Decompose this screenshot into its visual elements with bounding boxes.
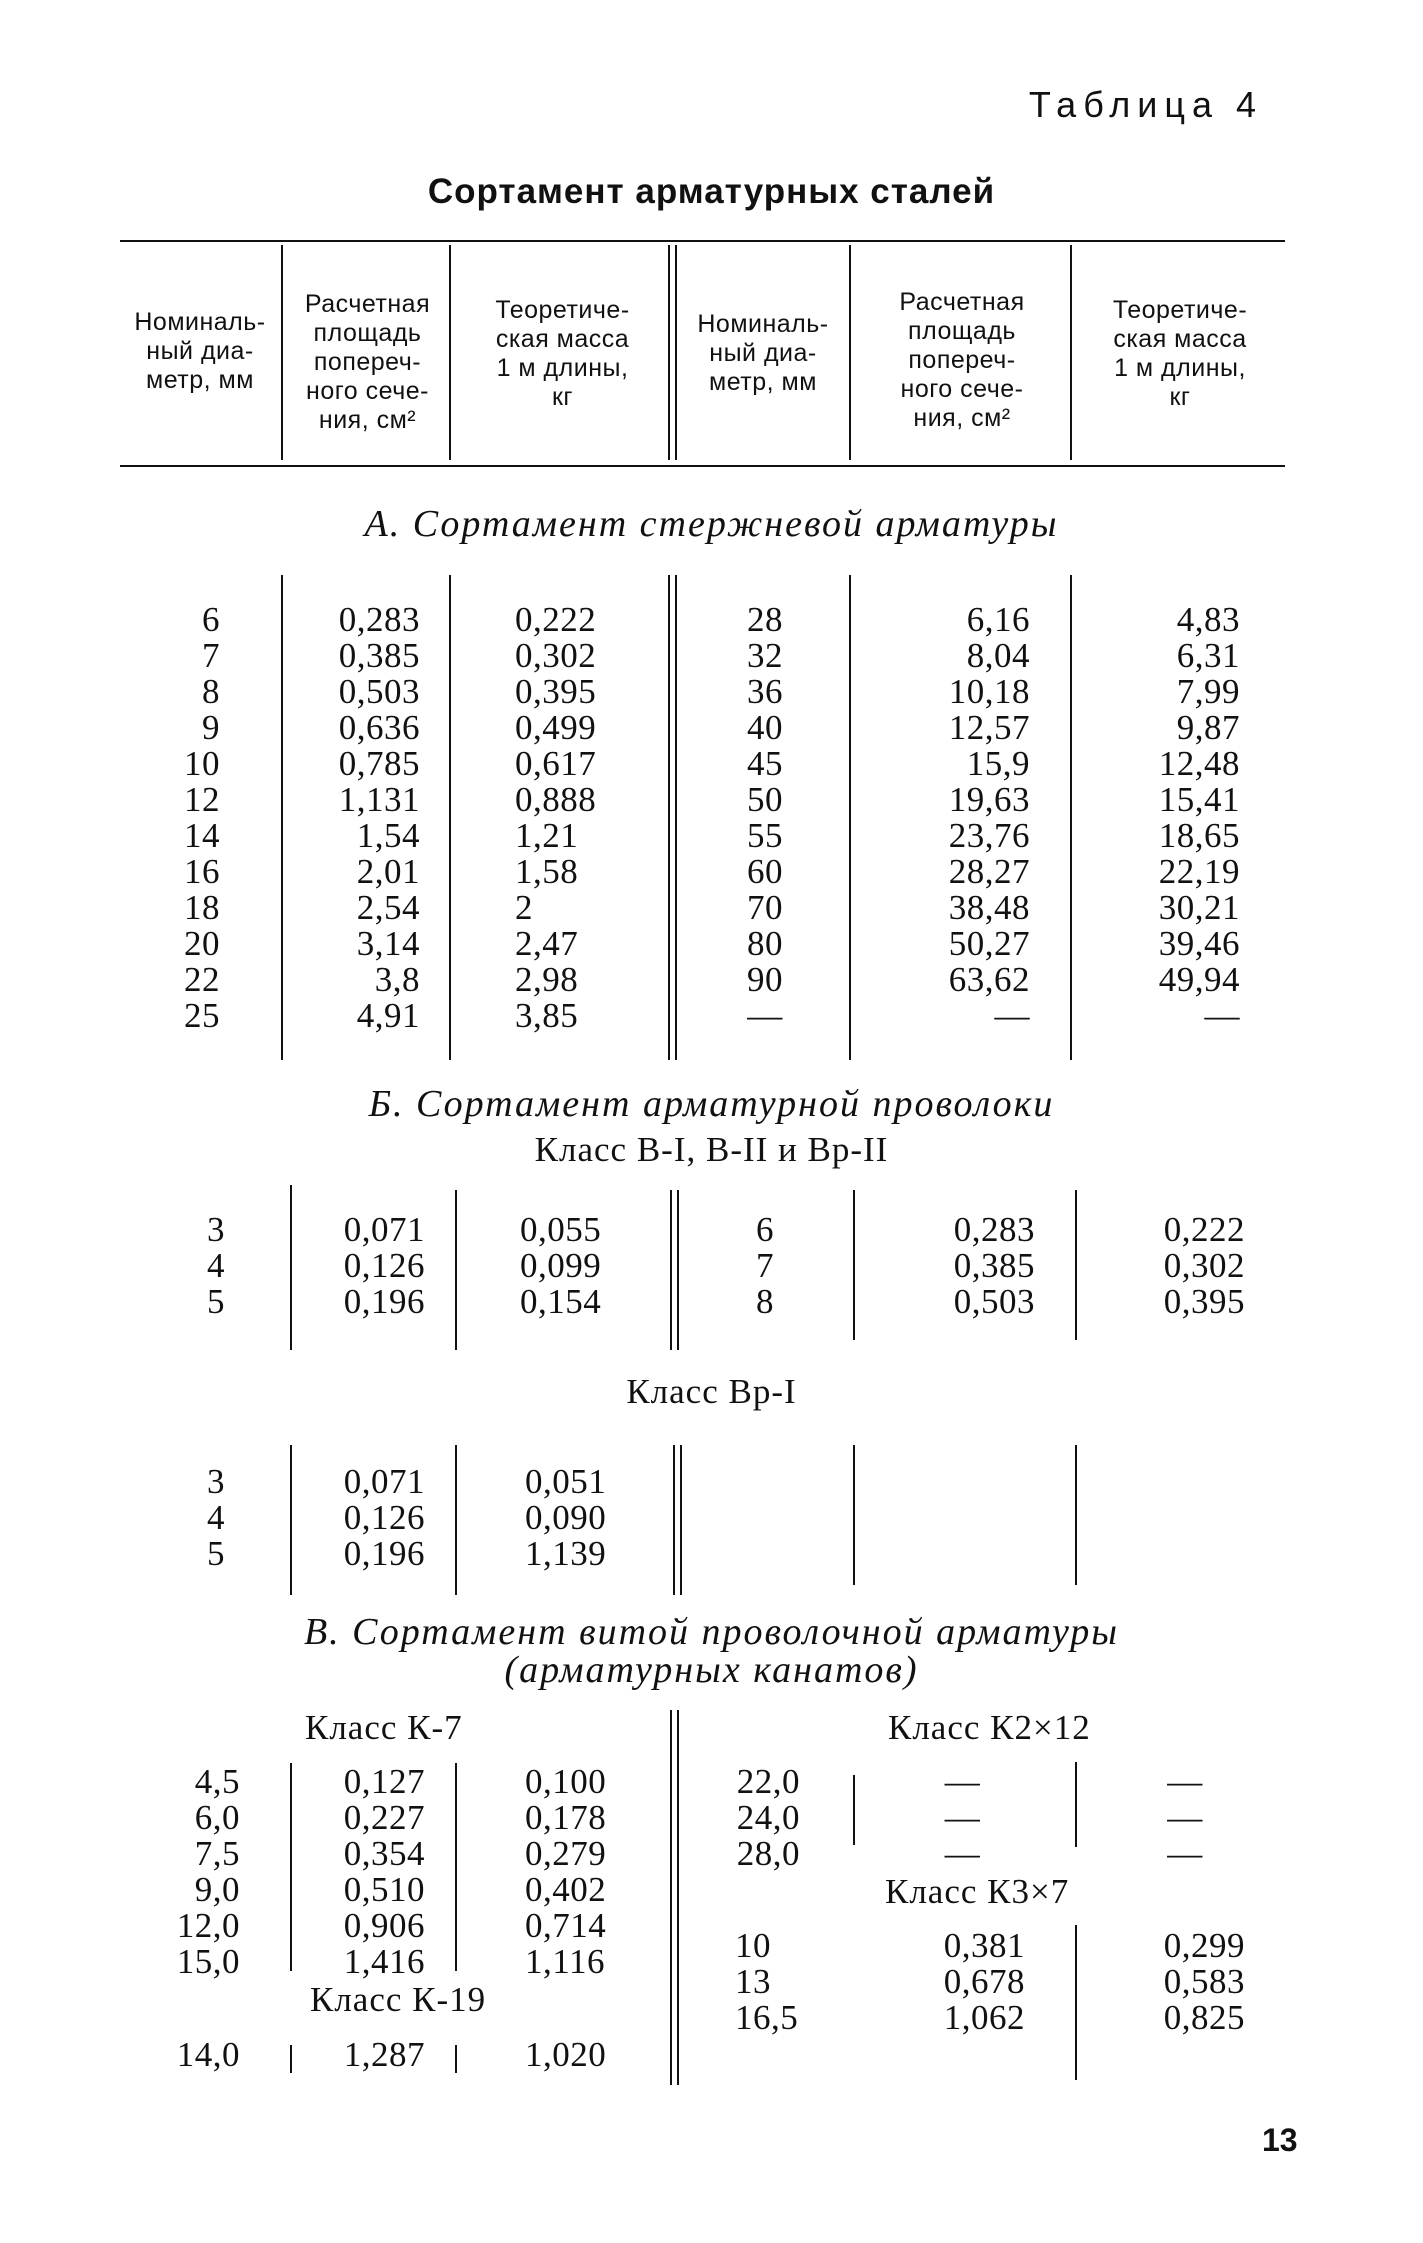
b1-left-row-cell: 3	[207, 1210, 225, 1249]
a-right-row-cell: 8,04	[966, 636, 1030, 675]
a-right-row-cell: 28	[747, 600, 783, 639]
a-left-row-cell: 0,302	[515, 636, 597, 675]
a-right-row-cell: 39,46	[1158, 924, 1240, 963]
column-divider	[290, 1445, 292, 1595]
a-left-row-cell: 2,01	[356, 852, 420, 891]
a-left-row-cell: 2,98	[515, 960, 579, 999]
class-b2-label: Класс Вр-I	[626, 1372, 797, 1411]
a-right-row-cell: 90	[747, 960, 783, 999]
a-right-row-cell: 12,57	[948, 708, 1030, 747]
class-k19-label: Класс К-19	[310, 1980, 487, 2019]
header-divider	[1070, 245, 1072, 460]
a-left-row-cell: 3,85	[515, 996, 579, 1035]
k3x7-row-cell: 0,381	[943, 1926, 1025, 1965]
header-area-left: Расчетная площадь попереч- ного сече- ния, см²	[304, 290, 431, 434]
b2-left-row-cell: 0,196	[343, 1534, 425, 1573]
a-left-row-cell: 0,283	[338, 600, 420, 639]
column-divider	[290, 2045, 292, 2073]
k2x12-row-cell: —	[1167, 1798, 1203, 1837]
column-divider	[1070, 575, 1072, 1060]
a-right-row-cell: 49,94	[1158, 960, 1240, 999]
a-left-row-cell: 0,785	[338, 744, 420, 783]
a-left-row-cell: 2	[515, 888, 533, 927]
a-right-row-cell: 60	[747, 852, 783, 891]
table-number: Таблица 4	[1028, 84, 1263, 125]
header-divider	[281, 245, 283, 460]
class-k3x7-label: Класс К3×7	[885, 1872, 1070, 1911]
a-left-row-cell: 14	[184, 816, 220, 855]
section-c-subtitle: (арматурных канатов)	[504, 1649, 919, 1691]
a-right-row-cell: —	[994, 996, 1030, 1035]
column-divider	[290, 1763, 292, 1971]
k7-row-cell: 1,116	[525, 1942, 605, 1981]
b1-right-row-cell: 0,302	[1163, 1246, 1245, 1285]
k3x7-row-cell: 0,299	[1163, 1926, 1245, 1965]
a-left-row-cell: 0,617	[515, 744, 597, 783]
a-right-row-cell: 30,21	[1158, 888, 1240, 927]
k7-row-cell: 7,5	[194, 1834, 240, 1873]
k7-row-cell: 0,100	[525, 1762, 607, 1801]
center-divider	[670, 1710, 672, 2085]
b1-left-row-cell: 4	[207, 1246, 225, 1285]
a-left-row-cell: 0,222	[515, 600, 597, 639]
k3x7-row-cell: 10	[735, 1926, 771, 1965]
a-right-row-cell: —	[1204, 996, 1240, 1035]
b2-left-row-cell: 1,139	[525, 1534, 607, 1573]
b2-left-row-cell: 0,051	[525, 1462, 607, 1501]
column-divider	[1075, 1445, 1077, 1585]
a-right-row-cell: 32	[747, 636, 783, 675]
a-right-row-cell: 15,41	[1158, 780, 1240, 819]
column-divider	[455, 1763, 457, 1971]
a-left-row-cell: 25	[184, 996, 220, 1035]
a-right-row-cell: 40	[747, 708, 783, 747]
k19-row-cell: 14,0	[176, 2035, 240, 2074]
k2x12-row-cell: —	[944, 1762, 981, 1801]
a-left-row-cell: 9	[202, 708, 220, 747]
k7-row-cell: 0,714	[525, 1906, 607, 1945]
a-left-row-cell: 2,47	[515, 924, 579, 963]
b1-right-row-cell: 0,385	[953, 1246, 1035, 1285]
k2x12-row-cell: 24,0	[736, 1798, 800, 1837]
column-divider	[675, 575, 677, 1060]
a-right-row-cell: 50,27	[948, 924, 1030, 963]
a-right-row-cell: 18,65	[1158, 816, 1240, 855]
a-right-row-cell: 10,18	[948, 672, 1030, 711]
k7-row-cell: 9,0	[194, 1870, 240, 1909]
a-left-row-cell: 1,58	[515, 852, 579, 891]
a-left-row-cell: 20	[184, 924, 220, 963]
a-left-row-cell: 0,385	[338, 636, 420, 675]
column-divider	[670, 1190, 672, 1350]
section-b-title: Б. Сортамент арматурной проволоки	[368, 1083, 1055, 1125]
k7-row-cell: 15,0	[176, 1942, 240, 1981]
header-divider	[668, 245, 670, 460]
section-a-title: А. Сортамент стержневой арматуры	[364, 503, 1059, 545]
header-divider	[849, 245, 851, 460]
a-left-row-cell: 16	[184, 852, 220, 891]
a-right-row-cell: 19,63	[948, 780, 1030, 819]
a-right-row-cell: 9,87	[1176, 708, 1240, 747]
b1-left-row-cell: 5	[207, 1282, 225, 1321]
b1-left-row-cell: 0,154	[520, 1282, 602, 1321]
a-left-row-cell: 2,54	[356, 888, 420, 927]
a-right-row-cell: 12,48	[1158, 744, 1240, 783]
k19-row-cell: 1,287	[343, 2035, 425, 2074]
a-left-row-cell: 7	[202, 636, 220, 675]
k7-row-cell: 1,416	[343, 1942, 425, 1981]
k3x7-row-cell: 1,062	[943, 1998, 1025, 2037]
k2x12-row-cell: 28,0	[736, 1834, 800, 1873]
b2-left-row-cell: 0,090	[525, 1498, 607, 1537]
a-right-row-cell: 80	[747, 924, 783, 963]
column-divider	[680, 1445, 682, 1595]
header-diameter-right: Номиналь- ный диа- метр, мм	[697, 310, 829, 396]
k2x12-row-cell: —	[1167, 1834, 1203, 1873]
a-left-row-cell: 3,14	[356, 924, 420, 963]
column-divider	[455, 1445, 457, 1595]
section-c-title: В. Сортамент витой проволочной арматуры	[303, 1611, 1120, 1653]
header-top-rule	[120, 240, 1285, 242]
a-left-row-cell: 12	[184, 780, 220, 819]
header-area-right: Расчетная площадь попереч- ного сече- ния, см²	[899, 288, 1025, 432]
header-mass-right: Теоретиче- ская масса 1 м длины, кг	[1112, 296, 1248, 411]
a-right-row-cell: 7,99	[1176, 672, 1240, 711]
k2x12-row-cell: —	[944, 1834, 981, 1873]
k19-row-cell: 1,020	[525, 2035, 607, 2074]
k2x12-row-cell: —	[944, 1798, 981, 1837]
a-right-row-cell: 6,16	[966, 600, 1030, 639]
k7-row-cell: 0,510	[343, 1870, 425, 1909]
a-left-row-cell: 4,91	[356, 996, 420, 1035]
k7-row-cell: 0,227	[343, 1798, 425, 1837]
a-right-row-cell: 28,27	[948, 852, 1030, 891]
column-divider	[1075, 1190, 1077, 1340]
k3x7-row-cell: 0,583	[1163, 1962, 1245, 2001]
b1-left-row-cell: 0,055	[520, 1210, 602, 1249]
a-left-row-cell: 0,499	[515, 708, 597, 747]
column-divider	[449, 575, 451, 1060]
a-right-row-cell: 50	[747, 780, 783, 819]
a-left-row-cell: 22	[184, 960, 220, 999]
k2x12-row-cell: 22,0	[736, 1762, 800, 1801]
column-divider	[455, 1190, 457, 1350]
a-left-row-cell: 0,888	[515, 780, 597, 819]
table-title: Сортамент арматурных сталей	[427, 172, 996, 211]
header-diameter-left: Номиналь- ный диа- метр, мм	[134, 308, 266, 394]
k7-row-cell: 12,0	[176, 1906, 240, 1945]
a-right-row-cell: —	[747, 996, 783, 1035]
header-divider	[675, 245, 677, 460]
column-divider	[853, 1445, 855, 1585]
k7-row-cell: 0,279	[525, 1834, 607, 1873]
column-divider	[668, 575, 670, 1060]
b1-right-row-cell: 8	[756, 1282, 774, 1321]
column-divider	[677, 1190, 679, 1350]
a-right-row-cell: 36	[747, 672, 783, 711]
a-right-row-cell: 55	[747, 816, 783, 855]
k3x7-row-cell: 0,825	[1163, 1998, 1245, 2037]
a-right-row-cell: 6,31	[1176, 636, 1240, 675]
a-right-row-cell: 15,9	[966, 744, 1030, 783]
column-divider	[1075, 1925, 1077, 2080]
k2x12-row-cell: —	[1167, 1762, 1203, 1801]
b2-left-row-cell: 3	[207, 1462, 225, 1501]
a-left-row-cell: 10	[184, 744, 220, 783]
a-right-row-cell: 70	[747, 888, 783, 927]
a-right-row-cell: 45	[747, 744, 783, 783]
column-divider	[853, 1190, 855, 1340]
b1-left-row-cell: 0,196	[343, 1282, 425, 1321]
b1-right-row-cell: 7	[756, 1246, 774, 1285]
b1-right-row-cell: 0,222	[1163, 1210, 1245, 1249]
a-right-row-cell: 38,48	[948, 888, 1030, 927]
header-bottom-rule	[120, 465, 1285, 467]
center-divider	[677, 1710, 679, 2085]
a-left-row-cell: 6	[202, 600, 220, 639]
k7-row-cell: 0,127	[343, 1762, 425, 1801]
header-mass-left: Теоретиче- ская масса 1 м длины, кг	[495, 296, 630, 411]
a-left-row-cell: 3,8	[374, 960, 420, 999]
b1-left-row-cell: 0,071	[343, 1210, 425, 1249]
b1-right-row-cell: 0,283	[953, 1210, 1035, 1249]
k7-row-cell: 6,0	[194, 1798, 240, 1837]
class-b1-label: Класс В-I, В-II и Вр-II	[534, 1130, 889, 1169]
a-right-row-cell: 4,83	[1176, 600, 1240, 639]
b2-left-row-cell: 0,126	[343, 1498, 425, 1537]
k7-row-cell: 0,354	[343, 1834, 425, 1873]
column-divider	[281, 575, 283, 1060]
b1-right-row-cell: 0,503	[953, 1282, 1035, 1321]
column-divider	[290, 1185, 292, 1350]
a-left-row-cell: 18	[184, 888, 220, 927]
k3x7-row-cell: 13	[735, 1962, 771, 2001]
header-divider	[449, 245, 451, 460]
a-right-row-cell: 22,19	[1158, 852, 1240, 891]
class-k7-label: Класс К-7	[305, 1708, 463, 1747]
a-left-row-cell: 1,131	[338, 780, 420, 819]
b2-left-row-cell: 4	[207, 1498, 225, 1537]
k3x7-row-cell: 16,5	[735, 1998, 799, 2037]
b1-right-row-cell: 6	[756, 1210, 774, 1249]
class-k2x12-label: Класс К2×12	[888, 1708, 1091, 1747]
a-left-row-cell: 0,395	[515, 672, 597, 711]
column-divider	[849, 575, 851, 1060]
k7-row-cell: 4,5	[194, 1762, 240, 1801]
column-divider	[853, 1775, 855, 1845]
a-left-row-cell: 0,503	[338, 672, 420, 711]
column-divider	[1075, 1762, 1077, 1847]
k7-row-cell: 0,906	[343, 1906, 425, 1945]
b1-left-row-cell: 0,126	[343, 1246, 425, 1285]
column-divider	[673, 1445, 675, 1595]
a-right-row-cell: 23,76	[948, 816, 1030, 855]
a-left-row-cell: 1,21	[515, 816, 579, 855]
k7-row-cell: 0,178	[525, 1798, 607, 1837]
k3x7-row-cell: 0,678	[943, 1962, 1025, 2001]
a-left-row-cell: 8	[202, 672, 220, 711]
a-left-row-cell: 0,636	[338, 708, 420, 747]
k7-row-cell: 0,402	[525, 1870, 607, 1909]
a-left-row-cell: 1,54	[356, 816, 420, 855]
column-divider	[455, 2045, 457, 2073]
b1-left-row-cell: 0,099	[520, 1246, 602, 1285]
b1-right-row-cell: 0,395	[1163, 1282, 1245, 1321]
page-number: 13	[1262, 2122, 1298, 2158]
a-right-row-cell: 63,62	[948, 960, 1030, 999]
b2-left-row-cell: 0,071	[343, 1462, 425, 1501]
b2-left-row-cell: 5	[207, 1534, 225, 1573]
